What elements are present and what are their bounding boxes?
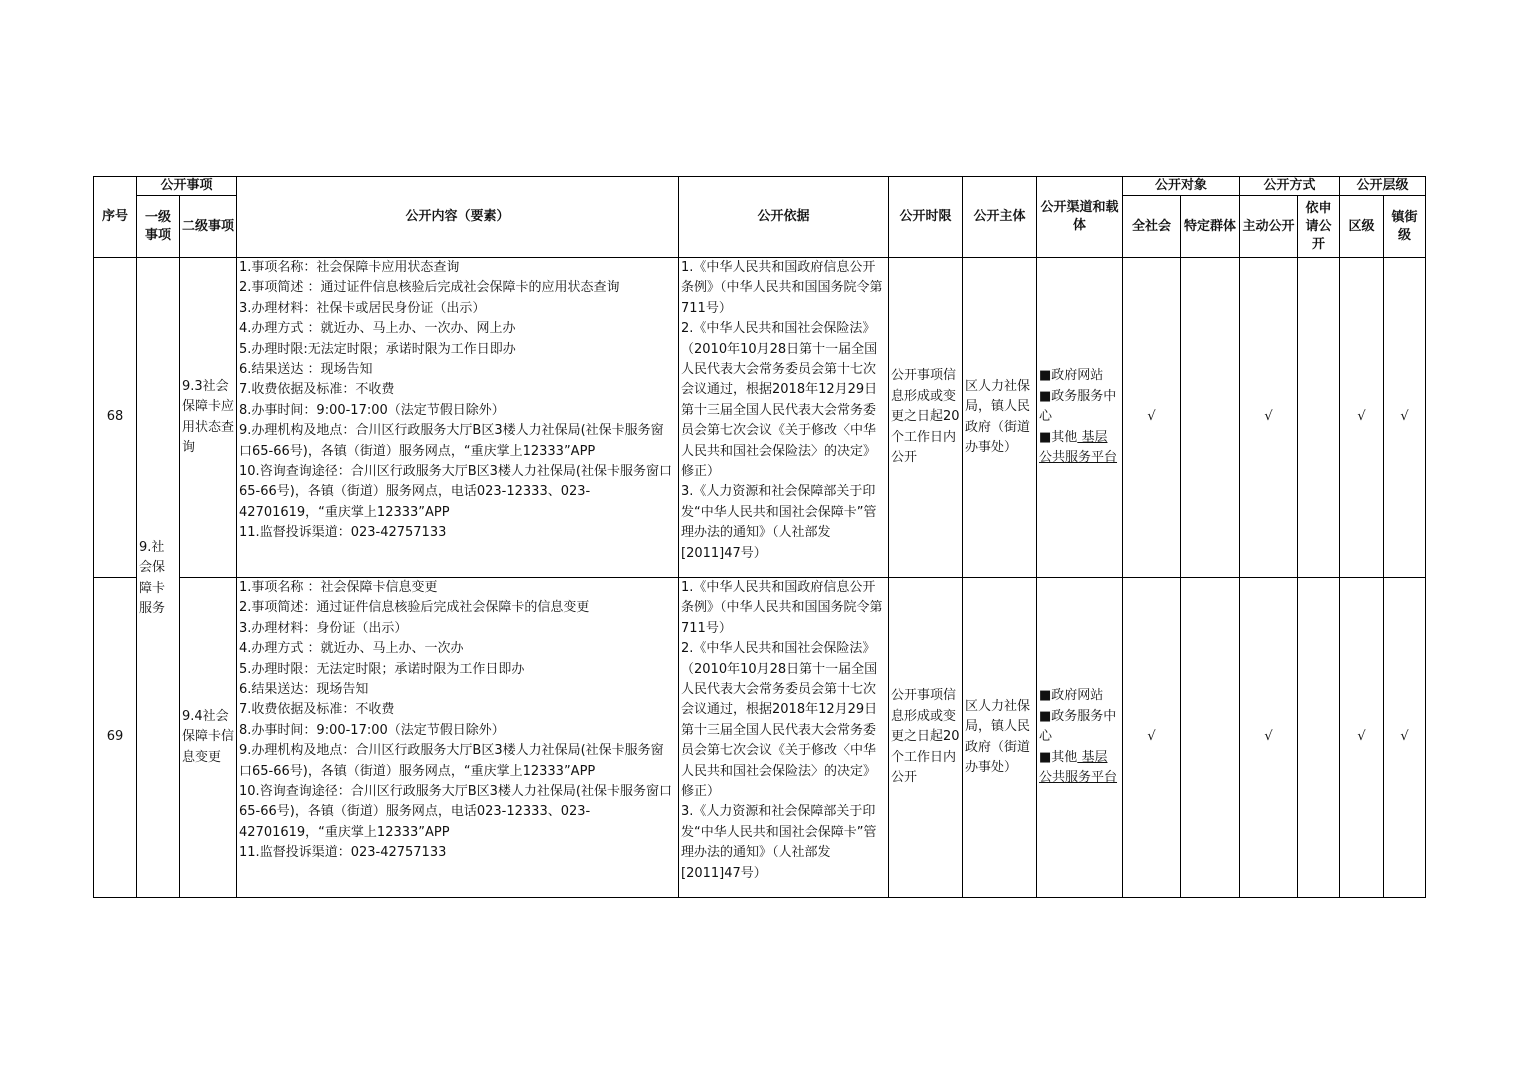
content-line: 7.收费依据及标准：不收费: [239, 382, 395, 398]
header-basis: 公开依据: [679, 177, 889, 258]
row-subject: 区人力社保局，镇人民政府（街道办事处）: [963, 258, 1037, 578]
content-line: 8.办事时间：9:00-17:00（法定节假日除外）: [239, 722, 505, 738]
header-target-specific: 特定群体: [1181, 196, 1240, 258]
row-basis: [679, 578, 889, 898]
row-channel: [1037, 258, 1123, 578]
row-level2: 9.4社会保障卡信息变更: [180, 578, 237, 898]
content-line: 1.事项名称：社会保障卡应用状态查询: [239, 260, 460, 275]
content-line: 2.事项简述 ：通过证件信息核验后完成社会保障卡的应用状态查询: [239, 280, 620, 296]
row-content: [237, 578, 679, 898]
content-line: 5.办理时限：无法定时限；承诺时限为工作日即办: [239, 661, 525, 677]
check-method-active: √: [1240, 258, 1298, 578]
header-item-group: 公开事项: [137, 177, 237, 196]
disclosure-table: [93, 176, 1426, 898]
check-target-specific: [1181, 578, 1240, 898]
content-line: 10.咨询查询途径：合川区行政服务大厅B区3楼人力社保局(社保卡服务窗口65-66号)，各镇（街道）服务网点，电话023-12333、023-42701619，“重庆掌上12333”APP: [239, 464, 672, 520]
content-line: 10.咨询查询途径：合川区行政服务大厅B区3楼人力社保局(社保卡服务窗口65-66号)，各镇（街道）服务网点，电话023-12333、023-42701619，“重庆掌上12333”APP: [239, 784, 672, 840]
row-time: 公开事项信息形成或变更之日起20个工作日内公开: [889, 258, 963, 578]
header-method-active: 主动公开: [1240, 196, 1298, 258]
check-target-all: √: [1123, 258, 1181, 578]
header-level1: 一级事项: [137, 196, 180, 258]
row-time: 公开事项信息形成或变更之日起20个工作日内公开: [889, 578, 963, 898]
row-seq: 69: [94, 578, 137, 898]
level1-item: 9.社会保障卡服务: [137, 258, 180, 898]
header-level-group: 公开层级: [1340, 177, 1426, 196]
content-line: 2.事项简述：通过证件信息核验后完成社会保障卡的信息变更: [239, 600, 590, 616]
channel-other: [1039, 428, 1120, 469]
basis-line: 2.《中华人民共和国社会保险法》（2010年10月28日第十一届全国人民代表大会常务委员会第十七次会议通过，根据2018年12月29日第十三届全国人民代表大会常务委员会第七次会议《关于修改〈中华人民共和国社会保险法〉的决定》修正）: [681, 641, 878, 800]
content-line: 5.办理时限:无法定时限；承诺时限为工作日即办: [239, 341, 516, 357]
check-method-active: √: [1240, 578, 1298, 898]
row-level2: 9.3社会保障卡应用状态查询: [180, 258, 237, 578]
header-seq: 序号: [94, 177, 137, 258]
content-line: 11.监督投诉渠道：023-42757133: [239, 845, 447, 861]
row-channel: [1037, 578, 1123, 898]
check-level-town: √: [1384, 258, 1426, 578]
basis-line: 2.《中华人民共和国社会保险法》（2010年10月28日第十一届全国人民代表大会常务委员会第十七次会议通过，根据2018年12月29日第十三届全国人民代表大会常务委员会第七次会议《关于修改〈中华人民共和国社会保险法〉的决定》修正）: [681, 321, 878, 480]
table-row: [94, 258, 1426, 578]
content-line: 1.事项名称 ：社会保障卡信息变更: [239, 580, 438, 595]
header-time: 公开时限: [889, 177, 963, 258]
basis-line: 3.《人力资源和社会保障部关于印发“中华人民共和国社会保障卡”管理办法的通知》（人社部发[2011]47号）: [681, 484, 877, 561]
content-line: 6.结果送达 ：现场告知: [239, 362, 373, 378]
check-target-specific: [1181, 258, 1240, 578]
content-line: 11.监督投诉渠道：023-42757133: [239, 525, 447, 541]
header-method-group: 公开方式: [1240, 177, 1340, 196]
channel-other: [1039, 748, 1120, 789]
header-level2: 二级事项: [180, 196, 237, 258]
row-basis: [679, 258, 889, 578]
header-content: 公开内容（要素）: [237, 177, 679, 258]
basis-line: 1.《中华人民共和国政府信息公开条例》（中华人民共和国国务院令第711号）: [681, 260, 883, 316]
row-seq: 68: [94, 258, 137, 578]
content-line: 9.办理机构及地点：合川区行政服务大厅B区3楼人力社保局(社保卡服务窗口65-66号)，各镇（街道）服务网点，“重庆掌上12333”APP: [239, 423, 664, 459]
check-method-request: [1298, 578, 1340, 898]
check-target-all: √: [1123, 578, 1181, 898]
row-content: [237, 258, 679, 578]
content-line: 6.结果送达：现场告知: [239, 682, 369, 698]
basis-line: 1.《中华人民共和国政府信息公开条例》（中华人民共和国国务院令第711号）: [681, 580, 883, 636]
check-level-district: √: [1340, 578, 1384, 898]
content-line: 9.办理机构及地点：合川区行政服务大厅B区3楼人力社保局(社保卡服务窗口65-66号)，各镇（街道）服务网点，“重庆掌上12333”APP: [239, 743, 664, 779]
content-line: 4.办理方式 ：就近办、马上办、一次办、网上办: [239, 321, 516, 337]
header-row-1: [94, 177, 1426, 196]
content-line: 7.收费依据及标准：不收费: [239, 702, 395, 718]
channel-website: ■政府网站: [1039, 688, 1104, 704]
basis-line: 3.《人力资源和社会保障部关于印发“中华人民共和国社会保障卡”管理办法的通知》（人社部发[2011]47号）: [681, 804, 877, 881]
channel-other-platform: 基层公共服务平台: [1039, 429, 1118, 466]
header-level-town: 镇街级: [1384, 196, 1426, 258]
channel-other-platform: 基层公共服务平台: [1039, 749, 1118, 786]
header-target-all: 全社会: [1123, 196, 1181, 258]
channel-service-center: ■政务服务中心: [1039, 708, 1117, 745]
header-target-group: 公开对象: [1123, 177, 1240, 196]
header-method-request: 依申请公开: [1298, 196, 1340, 258]
content-line: 3.办理材料：身份证（出示）: [239, 620, 408, 636]
content-line: 4.办理方式 ：就近办、马上办、一次办: [239, 641, 464, 657]
content-line: 8.办事时间：9:00-17:00（法定节假日除外）: [239, 402, 505, 418]
check-level-district: √: [1340, 258, 1384, 578]
check-level-town: √: [1384, 578, 1426, 898]
header-channel: 公开渠道和载体: [1037, 177, 1123, 258]
channel-other-prefix: ■其他: [1039, 429, 1078, 445]
content-line: 3.办理材料：社保卡或居民身份证（出示）: [239, 300, 486, 316]
header-level-district: 区级: [1340, 196, 1384, 258]
table-row: [94, 578, 1426, 898]
row-subject: 区人力社保局，镇人民政府（街道办事处）: [963, 578, 1037, 898]
header-subject: 公开主体: [963, 177, 1037, 258]
channel-other-prefix: ■其他: [1039, 749, 1078, 765]
check-method-request: [1298, 258, 1340, 578]
channel-website: ■政府网站: [1039, 368, 1104, 384]
channel-service-center: ■政务服务中心: [1039, 388, 1117, 425]
